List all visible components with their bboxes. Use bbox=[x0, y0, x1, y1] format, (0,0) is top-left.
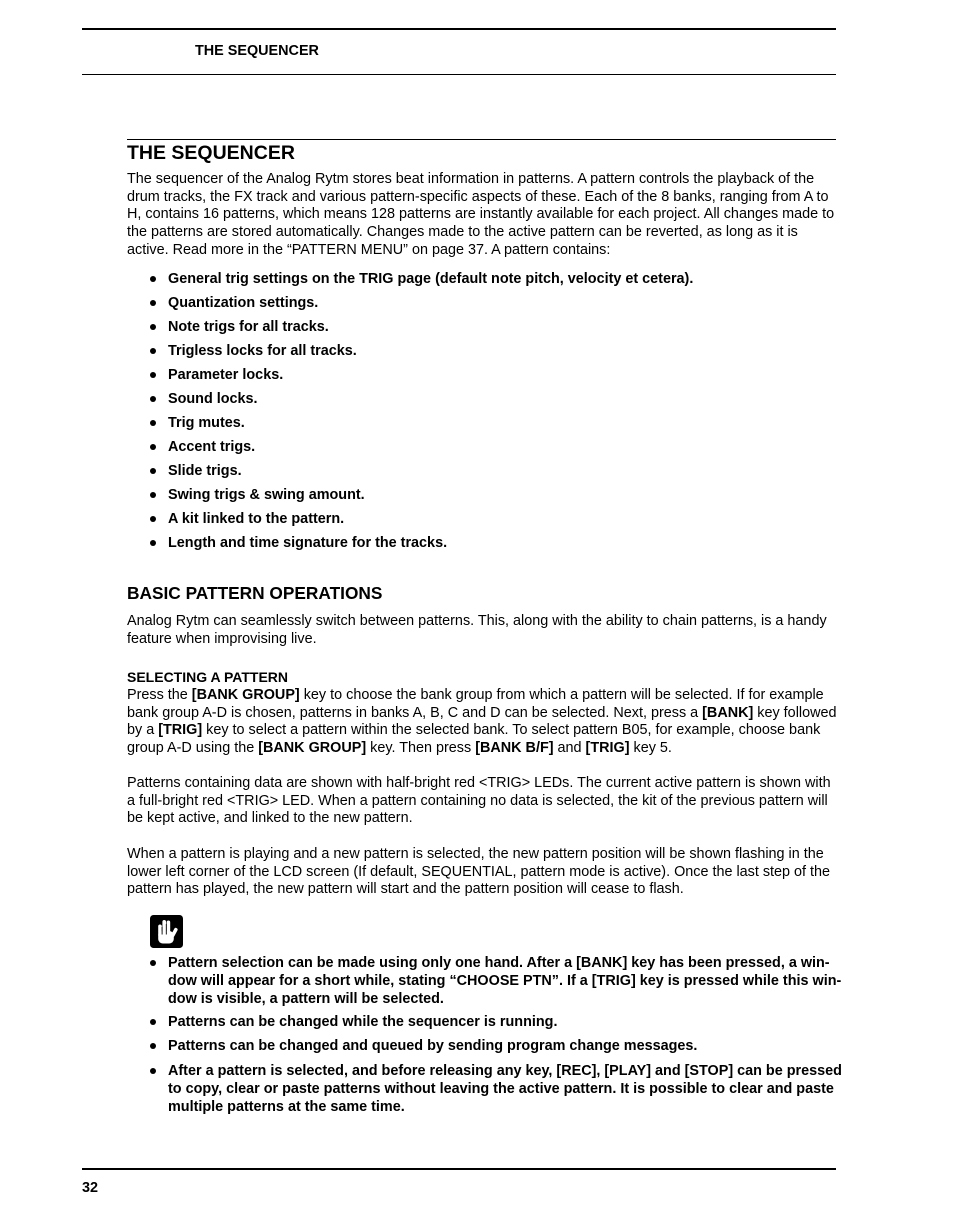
paragraph-line: the patterns are stored automatically. Changes made to the active pattern can be reverted, as long as it is bbox=[127, 224, 798, 241]
list-item-text: Parameter locks. bbox=[168, 367, 284, 383]
bullet-icon bbox=[150, 300, 156, 306]
paragraph-line bbox=[127, 687, 837, 705]
text-run: bank group A-D is chosen, patterns in banks A, B, C and D can be selected. Next, press a bbox=[127, 704, 703, 721]
paragraph-line: Patterns containing data are shown with half-bright red <TRIG> LEDs. The current active pattern is shown with bbox=[127, 775, 831, 792]
note-item bbox=[127, 1037, 697, 1055]
bullet-icon bbox=[150, 1068, 156, 1074]
bullet-icon bbox=[150, 516, 156, 522]
list-item bbox=[127, 531, 693, 555]
page-number: 32 bbox=[82, 1180, 99, 1196]
footer-rule bbox=[82, 1168, 836, 1170]
header-rule-bottom bbox=[82, 74, 836, 75]
list-item bbox=[127, 411, 693, 435]
hand-icon bbox=[150, 915, 183, 948]
key-name: [BANK] bbox=[702, 704, 754, 721]
note-item bbox=[127, 954, 841, 1008]
bullet-icon bbox=[150, 372, 156, 378]
bullet-icon bbox=[150, 420, 156, 426]
paragraph-line bbox=[127, 740, 837, 758]
list-item-text: General trig settings on the TRIG page (default note pitch, velocity et cetera). bbox=[168, 271, 694, 287]
note-line: dow is visible, a pattern will be selected. bbox=[168, 991, 444, 1008]
subsection-heading: BASIC PATTERN OPERATIONS bbox=[127, 583, 383, 603]
bullet-icon bbox=[150, 468, 156, 474]
selecting-pattern-heading: SELECTING A PATTERN bbox=[127, 669, 288, 685]
paragraph-line: Analog Rytm can seamlessly switch between patterns. This, along with the ability to chain patterns, is a handy bbox=[127, 613, 827, 630]
note-line: Patterns can be changed and queued by sending program change messages. bbox=[168, 1038, 698, 1055]
text-run: group A-D using the bbox=[127, 740, 259, 757]
key-name: [BANK GROUP] bbox=[258, 740, 367, 757]
text-run: key 5. bbox=[629, 740, 672, 757]
paragraph-line: When a pattern is playing and a new pattern is selected, the new pattern position will be shown flashing in the bbox=[127, 846, 824, 863]
paragraph-line: pattern has played, the new pattern will start and the pattern position will cease to flash. bbox=[127, 881, 684, 898]
list-item bbox=[127, 483, 693, 507]
bullet-icon bbox=[150, 1043, 156, 1049]
text-run: key. Then press bbox=[366, 740, 476, 757]
text-run: key to choose the bank group from which a pattern will be selected. If for example bbox=[299, 687, 824, 704]
list-item bbox=[127, 435, 693, 459]
note-item bbox=[127, 1062, 842, 1116]
text-run: and bbox=[553, 740, 586, 757]
list-item bbox=[127, 267, 693, 291]
bullet-icon bbox=[150, 1019, 156, 1025]
list-item-text: Sound locks. bbox=[168, 391, 258, 407]
section-heading: THE SEQUENCER bbox=[127, 142, 295, 164]
key-name: [TRIG] bbox=[158, 722, 203, 739]
paragraph-line bbox=[127, 722, 837, 740]
paragraph-line: be kept active, and linked to the new pattern. bbox=[127, 810, 413, 827]
list-item-text: Trig mutes. bbox=[168, 415, 245, 431]
paragraph-line: drum tracks, the FX track and various pattern-specific aspects of these. Each of the 8 banks, ranging from A to bbox=[127, 188, 829, 205]
running-header: THE SEQUENCER bbox=[195, 43, 319, 59]
list-item-text: Accent trigs. bbox=[168, 439, 256, 455]
list-item-text: Slide trigs. bbox=[168, 463, 242, 479]
paragraph-line: H, contains 16 patterns, which means 128 patterns are instantly available for each project. All changes made to bbox=[127, 206, 835, 223]
note-item bbox=[127, 1013, 557, 1031]
list-item-text: Swing trigs & swing amount. bbox=[168, 487, 365, 503]
text-run: by a bbox=[127, 722, 159, 739]
paragraph-line: a full-bright red <TRIG> LED. When a pattern containing no data is selected, the kit of the previous pattern will bbox=[127, 792, 828, 809]
note-line: to copy, clear or paste patterns without leaving the active pattern. It is possible to clear and paste bbox=[168, 1081, 834, 1098]
bullet-icon bbox=[150, 348, 156, 354]
paragraph-line: The sequencer of the Analog Rytm stores beat information in patterns. A pattern controls the playback of the bbox=[127, 171, 815, 188]
note-line: multiple patterns at the same time. bbox=[168, 1099, 405, 1116]
basic-operations-paragraph bbox=[127, 613, 827, 648]
list-item-text: Note trigs for all tracks. bbox=[168, 319, 329, 335]
key-name: [BANK B/F] bbox=[475, 740, 554, 757]
section-rule bbox=[127, 139, 836, 140]
bullet-icon bbox=[150, 492, 156, 498]
list-item-text: Length and time signature for the tracks. bbox=[168, 535, 448, 551]
bullet-icon bbox=[150, 324, 156, 330]
bullet-icon bbox=[150, 444, 156, 450]
bullet-icon bbox=[150, 276, 156, 282]
list-item bbox=[127, 459, 693, 483]
key-name: [BANK GROUP] bbox=[191, 687, 300, 704]
list-item-text: Quantization settings. bbox=[168, 295, 319, 311]
list-item-text: Trigless locks for all tracks. bbox=[168, 343, 357, 359]
bullet-icon bbox=[150, 540, 156, 546]
paragraph-line: lower left corner of the LCD screen (If default, SEQUENTIAL, pattern mode is active). Once the last step of the bbox=[127, 863, 831, 880]
list-item bbox=[127, 291, 693, 315]
key-name: [TRIG] bbox=[585, 740, 630, 757]
text-run: key to select a pattern within the selected bank. To select pattern B05, for example, choose bank bbox=[202, 722, 821, 739]
text-run: key followed bbox=[753, 704, 837, 721]
paragraph-line: feature when improvising live. bbox=[127, 630, 317, 647]
text-run: Press the bbox=[127, 687, 192, 704]
note-line: Pattern selection can be made using only one hand. After a [BANK] key has been pressed, a win- bbox=[168, 955, 830, 972]
list-item bbox=[127, 507, 693, 531]
note-line: After a pattern is selected, and before releasing any key, [REC], [PLAY] and [STOP] can be pressed bbox=[168, 1063, 842, 1080]
list-item-text: A kit linked to the pattern. bbox=[168, 511, 345, 527]
pattern-contents-list bbox=[127, 267, 693, 555]
paragraph-line: active. Read more in the “PATTERN MENU” on page 37. A pattern contains: bbox=[127, 241, 611, 258]
selecting-pattern-paragraph bbox=[127, 687, 837, 757]
list-item bbox=[127, 339, 693, 363]
paragraph-line bbox=[127, 705, 837, 723]
bullet-icon bbox=[150, 396, 156, 402]
note-line: dow will appear for a short while, stating “CHOOSE PTN”. If a [TRIG] key is pressed while this win- bbox=[168, 973, 842, 990]
led-paragraph bbox=[127, 775, 831, 828]
list-item bbox=[127, 363, 693, 387]
list-item bbox=[127, 315, 693, 339]
header-rule-top bbox=[82, 28, 836, 30]
queue-paragraph bbox=[127, 846, 830, 899]
list-item bbox=[127, 387, 693, 411]
note-line: Patterns can be changed while the sequencer is running. bbox=[168, 1014, 558, 1031]
bullet-icon bbox=[150, 960, 156, 966]
intro-paragraph bbox=[127, 171, 834, 259]
